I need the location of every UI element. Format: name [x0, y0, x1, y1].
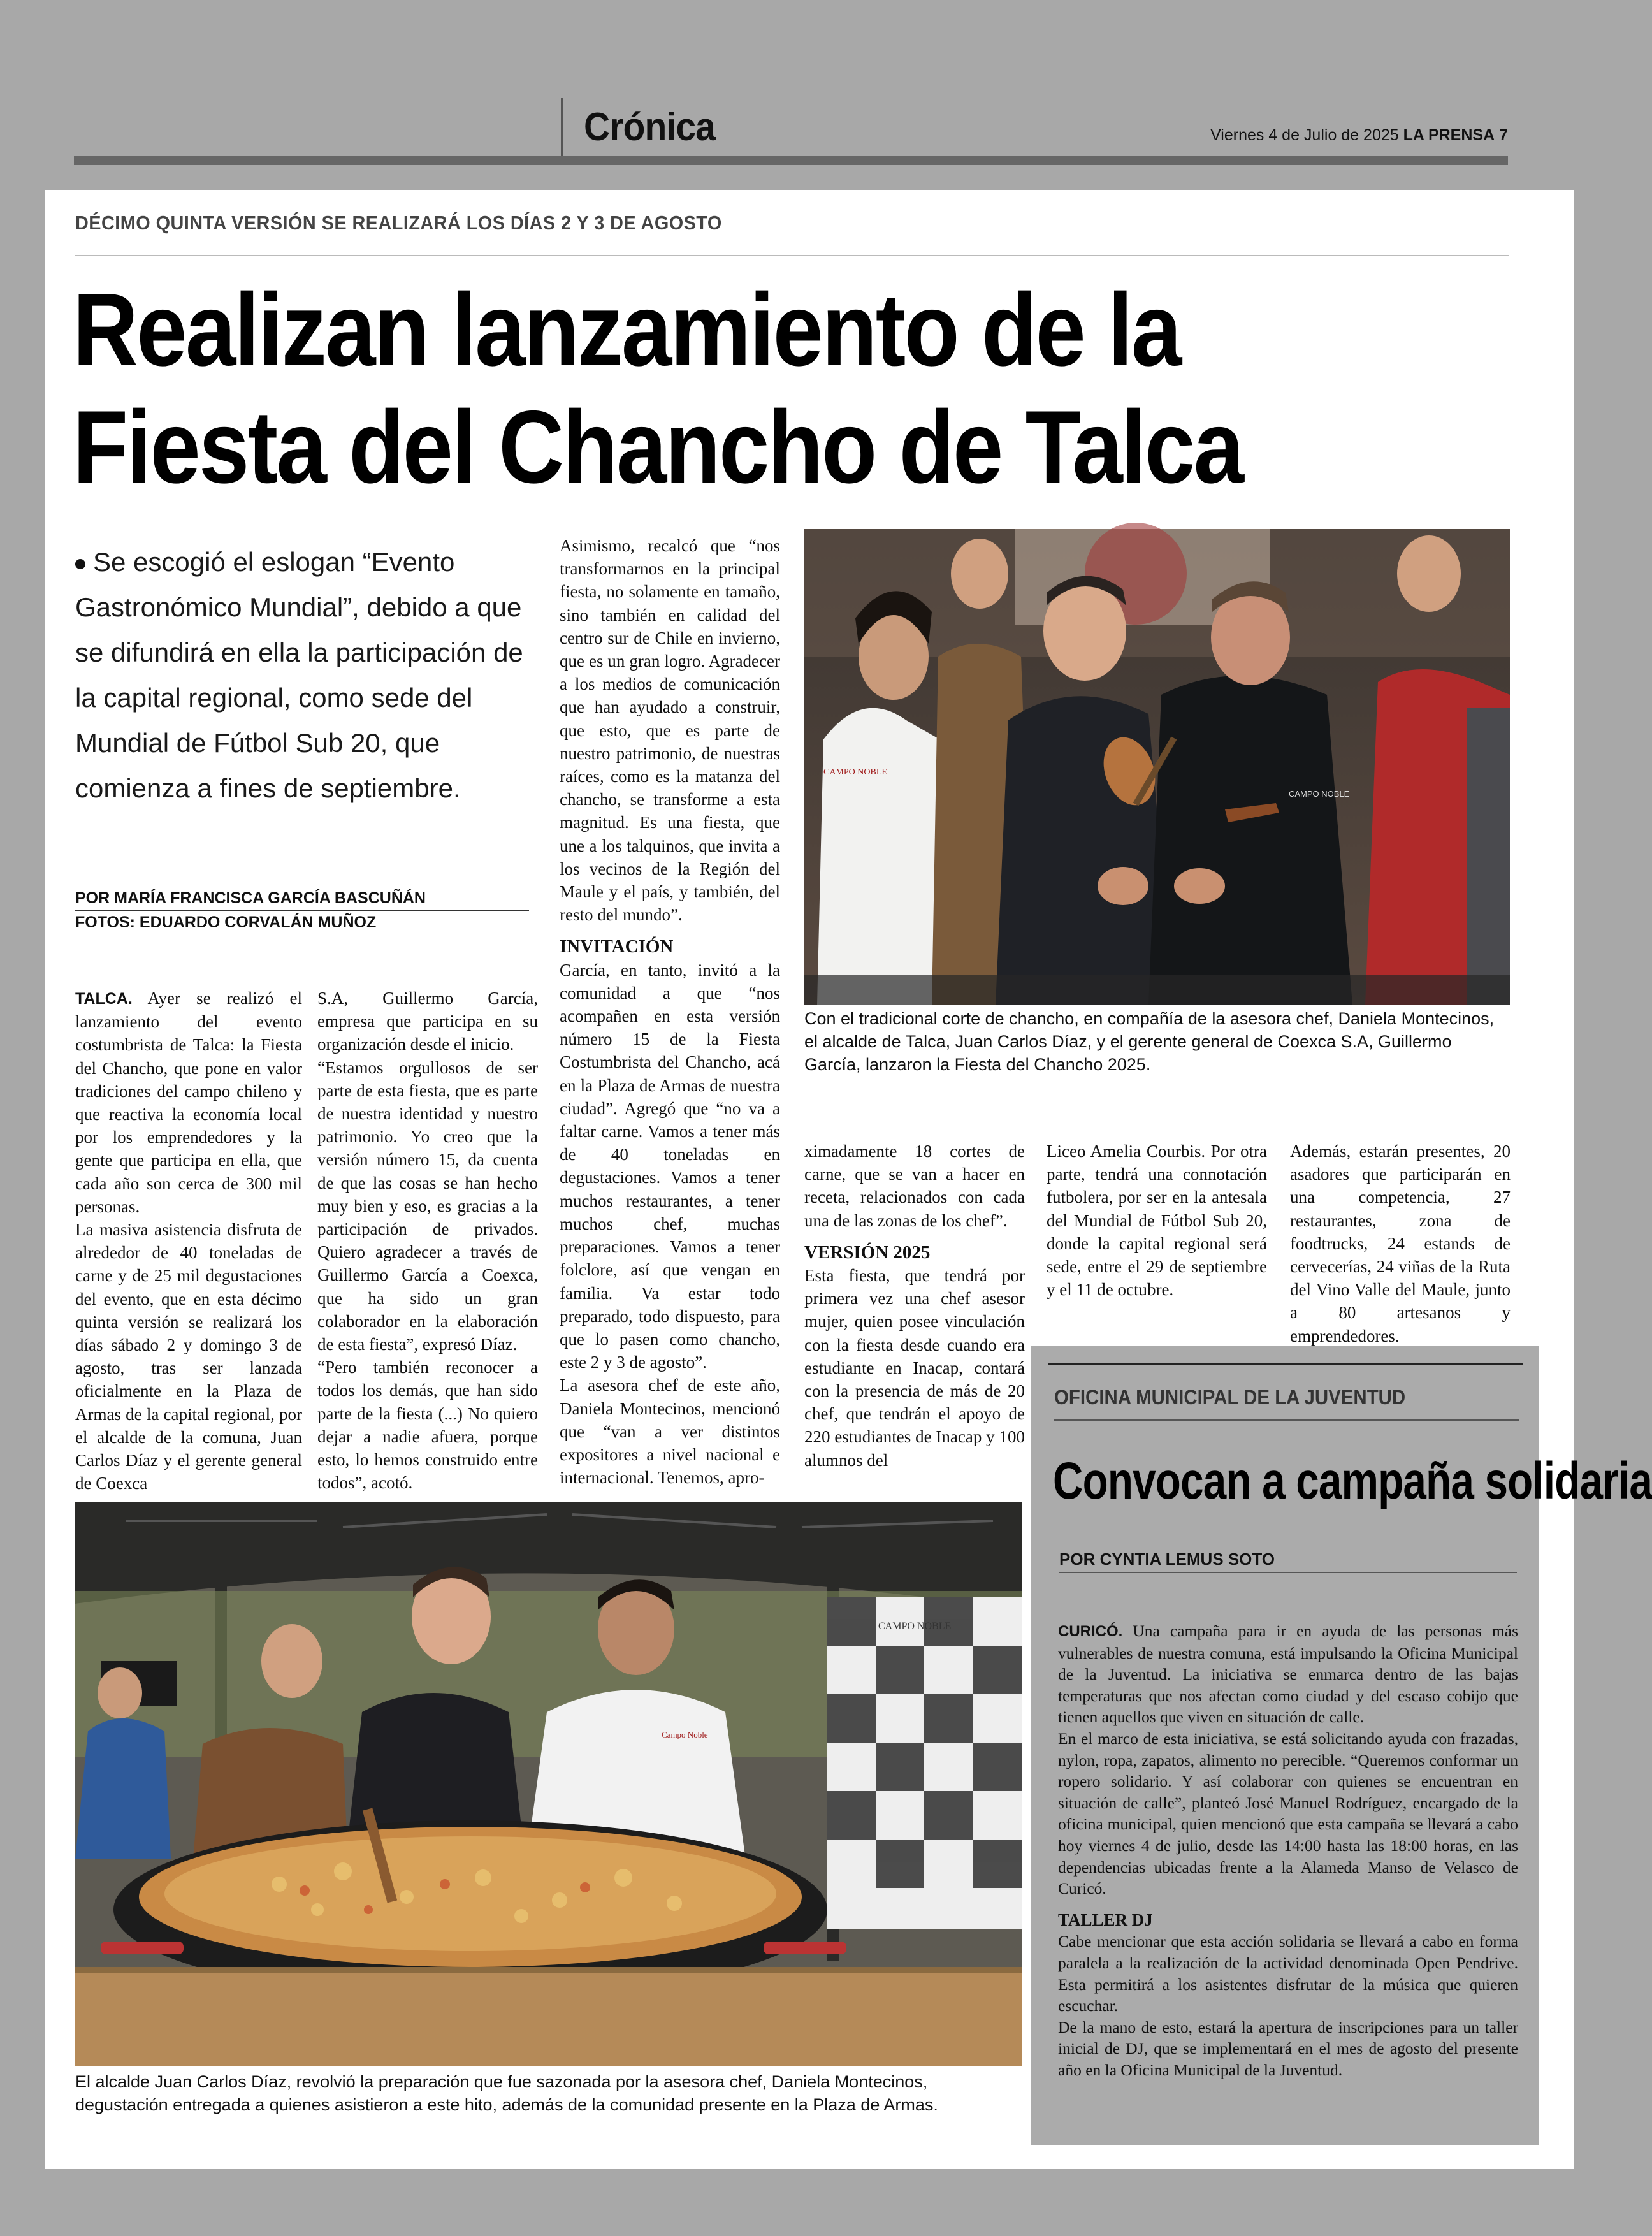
paragraph: S.A, Guillermo García, empresa que participa en su organización desde el inicio.	[317, 989, 538, 1054]
sidebar-rule	[1054, 1419, 1519, 1421]
paragraph: Una campaña para ir en ayuda de las personas más vulnerables de nuestra comuna, está impulsando la Oficina Municipal de la Juventud. La iniciativa se enmarca dentro de las bajas temperaturas que nos afectan como ciudad y del escaso cobijo que tienen aquellos que viven en situación de calle.	[1058, 1622, 1518, 1727]
article-column-2	[317, 987, 538, 1494]
paragraph: En el marco de esta iniciativa, se está solicitando ayuda con frazadas, nylon, ropa, zapatos, alimento no perecible. “Queremos conformar un ropero solidario. Y así colaborar con quienes se encuentran en situación de calle”, planteó José Manuel Rodríguez, encargado de la oficina municipal, quien mencionó que esta campaña se llevará a cabo hoy viernes 4 de julio, desde las 14:00 hasta las 18:00 horas, en las dependencias ubicadas frente a la Alameda Manso de Velasco de Curicó.	[1058, 1729, 1518, 1898]
article-headline	[73, 272, 1363, 506]
apron-logo: CAMPO NOBLE	[823, 767, 887, 777]
paragraph: De la mano de esto, estará la apertura de inscripciones para un taller inicial de DJ, que se implementará en el mes de agosto del presente año en la Oficina Municipal de la Juventud.	[1058, 2017, 1518, 2079]
paragraph: “Estamos orgullosos de ser parte de esta fiesta, que es parte de nuestra identidad y nuestro patrimonio. Yo creo que la versión número 15, da cuenta de que las cosas se han hecho muy bien y eso, es gracias a la participación de privados. Quiero agradecer a través de Guillermo García a Coexca, que ha sido un gran colaborador en la elaboración de esta fiesta”, expresó Díaz.	[317, 1057, 538, 1354]
paragraph: Asimismo, recalcó que “nos transformarnos en la principal fiesta, no solamente en tamaño, sino también en calidad del centro sur de Chile en invierno, que es un gran logro. Agradecer a los medios de comunicación que han ayudado a construir, que esto, que es parte de nuestro patrimonio, de nuestras raíces, como es la matanza del chancho, se transforme a esta magnitud. Es una fiesta, que une a los talquinos, que invita a los vecinos de la Región del Maule y el país, y también, del resto del mundo”.	[560, 536, 780, 925]
photo-caption-top: Con el tradicional corte de chancho, en compañía de la asesora chef, Daniela Montecinos, el alcalde de Talca, Juan Carlos Díaz, y el gerente general de Coexca S.A, Guillermo García, lanzaron la Fiesta del Chancho 2025.	[804, 1009, 1495, 1074]
paragraph: La masiva asistencia disfruta de alrededor de 40 toneladas de carne y de 25 mil degustaciones del evento, que en esta décimo quinta versión se realizará los días sábado 2 y domingo 3 de agosto, tras ser lanzada oficialmente en la Plaza de Armas de la capital regional, por el alcalde de la comuna, Juan Carlos Díaz y el gerente general de Coexca	[75, 1220, 302, 1493]
chef-jacket-logo: Campo Noble	[662, 1730, 708, 1739]
dateline	[1210, 126, 1508, 145]
subheading-invitacion: INVITACIÓN	[560, 936, 674, 957]
photo-chancho-cutting	[804, 529, 1510, 1005]
sidebar-dateline-city: CURICÓ.	[1058, 1623, 1123, 1640]
sidebar-box	[1031, 1346, 1652, 2145]
sidebar-subheading: TALLER DJ	[1058, 1910, 1153, 1929]
headline-line-1: Realizan lanzamiento de la	[73, 272, 1180, 388]
paragraph: La asesora chef de este año, Daniela Montecinos, mencionó que “van a ver distintos expositores a nivel nacional e internacional. Tenemos, apro-	[560, 1376, 780, 1488]
article-column-3	[560, 534, 780, 1489]
sidebar-body	[1058, 1620, 1518, 2080]
photo-paella-stirring	[75, 1502, 1022, 2066]
paragraph: Además, estarán presentes, 20 asadores que participarán en una competencia, 27 restaurantes, zona de foodtrucks, 24 estands de cervecerías, 24 viñas de la Ruta del Vino Valle del Maule, junto a 80 artesanos y emprendedores.	[1290, 1142, 1511, 1346]
masthead-rule	[74, 156, 1508, 165]
paper-name: LA PRENSA	[1403, 126, 1495, 144]
section-title: Crónica	[584, 105, 715, 149]
sidebar-byline: POR CYNTIA LEMUS SOTO	[1059, 1548, 1517, 1573]
dateline-city: TALCA.	[75, 990, 133, 1008]
article-column-4	[804, 1140, 1025, 1472]
article-lead	[75, 539, 547, 811]
photo-caption-bottom: El alcalde Juan Carlos Díaz, revolvió la preparación que fue sazonada por la asesora chef, Daniela Montecinos, degustación entregada a quienes asistieron a este hito, además de la comunidad presente en la Plaza de Armas.	[75, 2072, 938, 2114]
article-byline: POR MARÍA FRANCISCA GARCÍA BASCUÑÁN	[75, 887, 529, 911]
paragraph: “Pero también reconocer a todos los demás, que han sido parte de la fiesta (...) No quiero dejar a nadie afuera, porque esto, lo hemos construido entre todos”, acotó.	[317, 1358, 538, 1493]
sidebar-top-rule	[1048, 1363, 1523, 1365]
headline-line-2: Fiesta del Chancho de Talca	[73, 389, 1243, 505]
photo-illustration	[804, 529, 1510, 1005]
article-column-5	[1047, 1140, 1267, 1301]
paragraph: Liceo Amelia Courbis. Por otra parte, tendrá una connotación futbolera, por ser en la antesala del Mundial de Fútbol Sub 20, donde la capital regional será sede, entre el 29 de septiembre y el 11 de octubre.	[1047, 1142, 1267, 1300]
masthead-divider	[561, 98, 563, 157]
sidebar-headline: Convocan a campaña solidaria	[1053, 1452, 1652, 1510]
jacket-logo: CAMPO NOBLE	[1289, 789, 1350, 799]
subheading-version: VERSIÓN 2025	[804, 1242, 931, 1263]
paragraph: ximadamente 18 cortes de carne, que se van a hacer en receta, relacionados con cada una de las zonas de los chef”.	[804, 1142, 1025, 1230]
article-column-1	[75, 987, 302, 1495]
kicker-rule	[75, 255, 1509, 256]
paragraph: Cabe mencionar que esta acción solidaria se llevará a cabo en forma paralela a la realización de la actividad denominada Open Pendrive. Esta permitirá a los asistentes disfrutar de la música que quieren escuchar.	[1058, 1932, 1518, 2015]
article-column-6	[1290, 1140, 1511, 1347]
issue-date: Viernes 4 de Julio de 2025	[1210, 126, 1399, 144]
bullet-icon	[75, 559, 85, 569]
paragraph: García, en tanto, invitó a la comunidad a que “nos acompañen en esta versión número 15 de la Fiesta Costumbrista del Chancho, acá en la Plaza de Armas de nuestra ciudad”. Agregó que “no va a faltar carne. Vamos a tener más de 40 toneladas en degustaciones. Vamos a tener muchos restaurantes, a tener muchos chef, muchas preparaciones. Vamos a tener folclore, así que vengan en familia. Va estar todo preparado, todo dispuesto, para que lo pasen como chancho, este 2 y 3 de agosto”.	[560, 960, 780, 1372]
article-kicker: DÉCIMO QUINTA VERSIÓN SE REALIZARÁ LOS DÍAS 2 Y 3 DE AGOSTO	[75, 212, 722, 234]
photo-illustration	[75, 1502, 1022, 2066]
paragraph: Ayer se realizó el lanzamiento del evento costumbrista de Talca: la Fiesta del Chancho, que pone en valor tradiciones del campo chileno y que reactiva la economía local por los emprendedores y la gente que participa en ella, que cada año son cerca de 300 mil personas.	[75, 989, 302, 1216]
banner-logo: CAMPO NOBLE	[878, 1621, 952, 1632]
masthead	[74, 96, 1508, 159]
lead-text: Se escogió el eslogan “Evento Gastronómico Mundial”, debido a que se difundirá en ella la participación de la capital regional, como sede del Mundial de Fútbol Sub 20, que comienza a fines de septiembre.	[75, 547, 523, 803]
newspaper-page	[45, 190, 1652, 2169]
sidebar-kicker: OFICINA MUNICIPAL DE LA JUVENTUD	[1054, 1386, 1406, 1409]
page-number: 7	[1499, 126, 1508, 144]
paragraph: Esta fiesta, que tendrá por primera vez una chef asesor mujer, quien posee vinculación con la fiesta desde cuando era estudiante en Inacap, contará con la presencia de más de 20 chef, que tendrán el apoyo de 220 estudiantes de Inacap y 100 alumnos del	[804, 1266, 1025, 1470]
photo-credit: FOTOS: EDUARDO CORVALÁN MUÑOZ	[75, 913, 377, 931]
